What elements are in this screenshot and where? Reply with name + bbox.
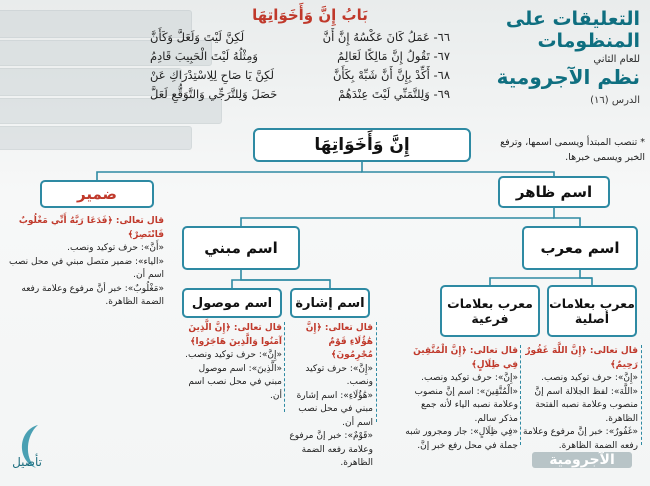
- example-mawsul: [180, 322, 282, 403]
- poem-title: بَابُ إِنَّ وَأَخَوَاتِهَا: [252, 6, 368, 24]
- node-muarab-fari: معرب بعلامات فرعية: [440, 285, 540, 337]
- verse-first-half: ٦٦- عَمَلُ كَانَ عَكْسُهُ إِنَّ أَنَّ: [322, 30, 450, 44]
- example-ishara: [287, 322, 373, 471]
- example-damir: [6, 215, 164, 310]
- example-line: «غَفُورٌ»: خبر إنَّ مرفوع وعلامة رفعه الضمة الظاهرة.: [523, 427, 638, 451]
- brand-subject: نظم الآجرومية: [496, 65, 640, 89]
- node-ism-muarab: اسم معرب: [522, 226, 638, 270]
- verse-second-half: لَكِنَّ لَيْتَ وَلَعَلَّ وَكَأَنَّ: [150, 30, 245, 44]
- dashed-divider: [641, 345, 642, 445]
- brand-title: التعليقات على المنظومات: [505, 8, 640, 52]
- example-asli: [522, 345, 638, 453]
- example-line: «أَنَّ»: حرف توكيد ونصب.: [67, 243, 164, 253]
- example-intro: قال تعالى: ﴿فَدَعَا رَبَّهُ أَنِّي مَغْلُوبٌ فَانْتَصِرْ﴾: [18, 216, 164, 240]
- node-muarab-asli: معرب بعلامات أصلية: [547, 285, 637, 337]
- example-line: «الَّذِينَ»: اسم موصول مبني في محل نصب اسم أن.: [188, 363, 282, 401]
- node-ism-ishara: اسم إشارة: [290, 288, 370, 318]
- node-ism-zahir: اسم ظاهر: [498, 176, 610, 208]
- verse-first-half: ٦٧- تَقُولُ إِنَّ مَالِكًا لَعَالِمُ: [337, 49, 450, 63]
- example-line: «هَٰؤُلَاءِ»: اسم إشارة مبني في محل نصب اسم أن.: [296, 390, 373, 428]
- footer-brand: الآجرومية: [532, 452, 632, 468]
- brand-year: للعام الثاني: [593, 54, 640, 65]
- example-line: «الياء»: ضمير متصل مبني في محل نصب اسم أن.: [9, 256, 164, 280]
- node-ism-mawsul: اسم موصول: [182, 288, 282, 318]
- verse: [150, 47, 450, 66]
- tasil-logo: [8, 420, 68, 475]
- dashed-divider: [376, 322, 377, 422]
- verse-second-half: لَكِنَّ يَا صَاحِ لِلِاسْتِدْرَاكِ عَنْ: [150, 68, 274, 82]
- node-damir: ضمير: [40, 180, 154, 208]
- example-line: «إِنَّ»: حرف توكيد ونصب.: [421, 373, 518, 383]
- brand-block: [462, 8, 640, 128]
- example-line: «إِنَّ»: حرف توكيد ونصب.: [185, 350, 282, 360]
- example-line: «فِي ظِلَالٍ»: جار ومجرور شبه جملة في محل رفع خبر إنَّ.: [405, 427, 518, 451]
- example-fari: [404, 345, 518, 453]
- root-node: إِنَّ وَأَخَوَاتِهَا: [253, 128, 471, 162]
- lesson-number: الدرس (١٦): [590, 95, 640, 106]
- example-line: «الْمُتَّقِينَ»: اسم إنَّ منصوب وعلامة نصبه الياء لأنه جمع مذكر سالم.: [414, 386, 518, 424]
- verse: [150, 66, 450, 85]
- example-intro: قال تعالى: ﴿إِنَّ اللَّهَ غَفُورٌ رَحِيمٌ﴾: [525, 346, 638, 370]
- verse-second-half: حَصَلَ وَلِلتَّرَجِّي وَالتَّوَقُّعِ لَعَلَّ: [150, 87, 278, 101]
- example-line: «إِنَّ»: حرف توكيد ونصب.: [541, 373, 638, 383]
- verse-second-half: وَمِثْلُهُ لَيْتَ الْحَبِيبَ قَادِمُ: [150, 49, 258, 63]
- node-ism-mabni: اسم مبني: [182, 226, 300, 270]
- root-note: * تنصب المبتدأ ويسمى اسمها، وترفع الخبر ويسمى خبرها.: [500, 137, 645, 163]
- example-line: «مَغْلُوبٌ»: خبر أنَّ مرفوع وعلامة رفعه الضمة الظاهرة.: [21, 283, 164, 307]
- dashed-divider: [284, 322, 285, 412]
- verse-first-half: ٦٩- وَلِلتَّمَنِّي لَيْتَ عِنْدَهُمْ: [338, 87, 450, 101]
- example-line: «إِنَّ»: حرف توكيد ونصب.: [305, 363, 373, 387]
- verse-first-half: ٦٨- أَكِّدْ بِإِنَّ أَنَّ شَبِّهْ بِكَأَنَّ: [332, 68, 450, 82]
- example-intro: قال تعالى: ﴿إِنَّ الَّذِينَ آمَنُوا وَالَّذِينَ هَاجَرُوا﴾: [188, 323, 282, 347]
- verse: [150, 85, 450, 104]
- example-line: «قَوْمٌ»: خبر إنَّ مرفوع وعلامة رفعه الضمة الظاهرة.: [289, 431, 373, 468]
- verse: [150, 28, 450, 47]
- logo-text: تأصيل: [12, 455, 42, 469]
- example-intro: قال تعالى: ﴿إِنَّ هَٰؤُلَاءِ قَوْمٌ مُجْرِمُونَ﴾: [305, 323, 373, 360]
- dashed-divider: [520, 345, 521, 445]
- verses: [150, 28, 450, 104]
- example-line: «اللَّهَ»: لفظ الجلالة اسم إنَّ منصوب وعلامة نصبه الفتحة الظاهرة.: [534, 386, 638, 424]
- example-intro: قال تعالى: ﴿إِنَّ الْمُتَّقِينَ فِي ظِلَالٍ﴾: [413, 346, 518, 370]
